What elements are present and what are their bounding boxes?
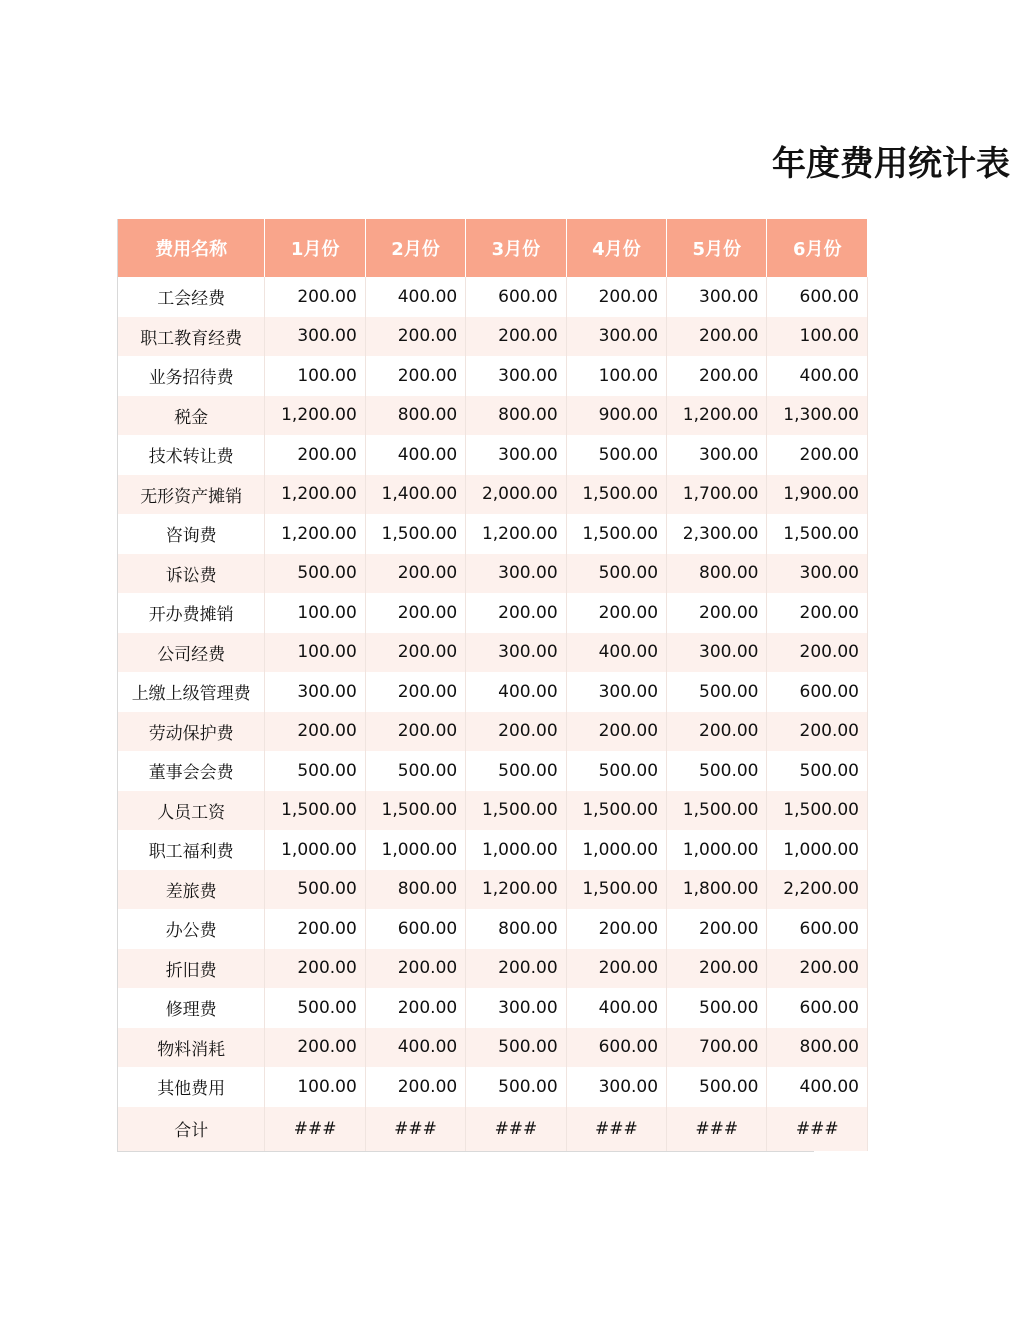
amount-cell: 1,900.00 [767,475,868,515]
expense-name-cell: 其他费用 [118,1067,265,1107]
table-row [118,791,868,831]
amount-cell: 300.00 [667,633,767,673]
total-value-cell: ### [466,1107,566,1151]
amount-cell: 100.00 [265,633,365,673]
amount-cell: 500.00 [667,988,767,1028]
amount-cell: 2,000.00 [466,475,566,515]
amount-cell: 200.00 [767,949,868,989]
total-value-cell: ### [767,1107,868,1151]
expense-name-cell: 咨询费 [118,514,265,554]
amount-cell: 500.00 [566,554,666,594]
expense-name-cell: 差旅费 [118,870,265,910]
header-month: 4月份 [566,219,666,277]
amount-cell: 200.00 [466,712,566,752]
amount-cell: 400.00 [365,1028,465,1068]
amount-cell: 200.00 [365,317,465,357]
amount-cell: 200.00 [365,356,465,396]
amount-cell: 500.00 [767,751,868,791]
amount-cell: 1,500.00 [265,791,365,831]
amount-cell: 500.00 [466,1067,566,1107]
expense-name-cell: 折旧费 [118,949,265,989]
amount-cell: 100.00 [767,317,868,357]
header-row [118,219,868,277]
amount-cell: 800.00 [767,1028,868,1068]
amount-cell: 200.00 [365,712,465,752]
amount-cell: 300.00 [265,317,365,357]
amount-cell: 800.00 [667,554,767,594]
amount-cell: 500.00 [466,751,566,791]
amount-cell: 800.00 [466,909,566,949]
amount-cell: 300.00 [667,435,767,475]
amount-cell: 300.00 [466,633,566,673]
table-body [118,277,868,1151]
table-row [118,277,868,317]
total-value-cell: ### [265,1107,365,1151]
amount-cell: 1,200.00 [466,870,566,910]
amount-cell: 1,800.00 [667,870,767,910]
table-row [118,830,868,870]
header-month: 3月份 [466,219,566,277]
amount-cell: 1,000.00 [466,830,566,870]
amount-cell: 200.00 [667,317,767,357]
table-row [118,554,868,594]
amount-cell: 500.00 [365,751,465,791]
header-month: 6月份 [767,219,868,277]
table-row [118,514,868,554]
expense-name-cell: 上缴上级管理费 [118,672,265,712]
amount-cell: 600.00 [365,909,465,949]
amount-cell: 1,200.00 [466,514,566,554]
expense-name-cell: 办公费 [118,909,265,949]
expense-name-cell: 公司经费 [118,633,265,673]
amount-cell: 400.00 [466,672,566,712]
expense-name-cell: 职工教育经费 [118,317,265,357]
expense-name-cell: 董事会会费 [118,751,265,791]
amount-cell: 300.00 [466,356,566,396]
amount-cell: 1,500.00 [767,514,868,554]
amount-cell: 200.00 [466,317,566,357]
amount-cell: 1,500.00 [566,791,666,831]
amount-cell: 2,300.00 [667,514,767,554]
amount-cell: 2,200.00 [767,870,868,910]
total-row [118,1107,868,1151]
amount-cell: 200.00 [466,593,566,633]
amount-cell: 1,500.00 [566,870,666,910]
amount-cell: 400.00 [767,1067,868,1107]
amount-cell: 1,200.00 [667,396,767,436]
amount-cell: 500.00 [265,988,365,1028]
amount-cell: 200.00 [566,277,666,317]
amount-cell: 500.00 [566,435,666,475]
amount-cell: 200.00 [767,633,868,673]
amount-cell: 200.00 [265,909,365,949]
amount-cell: 200.00 [466,949,566,989]
total-label: 合计 [118,1107,265,1151]
amount-cell: 300.00 [466,435,566,475]
amount-cell: 300.00 [466,988,566,1028]
expense-table [118,219,868,1151]
amount-cell: 1,500.00 [667,791,767,831]
amount-cell: 500.00 [667,751,767,791]
amount-cell: 1,500.00 [365,791,465,831]
amount-cell: 1,500.00 [365,514,465,554]
sheet-title: 年度费用统计表 [772,144,1010,184]
amount-cell: 200.00 [767,712,868,752]
amount-cell: 1,500.00 [466,791,566,831]
header-expense-name: 费用名称 [118,219,265,277]
amount-cell: 200.00 [365,949,465,989]
amount-cell: 200.00 [365,1067,465,1107]
amount-cell: 600.00 [566,1028,666,1068]
amount-cell: 800.00 [365,396,465,436]
amount-cell: 1,200.00 [265,396,365,436]
amount-cell: 600.00 [767,277,868,317]
header-month: 1月份 [265,219,365,277]
amount-cell: 200.00 [667,593,767,633]
amount-cell: 1,500.00 [767,791,868,831]
amount-cell: 200.00 [566,949,666,989]
expense-name-cell: 业务招待费 [118,356,265,396]
table-row [118,712,868,752]
amount-cell: 200.00 [566,909,666,949]
expense-name-cell: 职工福利费 [118,830,265,870]
amount-cell: 1,700.00 [667,475,767,515]
amount-cell: 600.00 [767,909,868,949]
expense-name-cell: 工会经费 [118,277,265,317]
amount-cell: 200.00 [767,593,868,633]
table-row [118,396,868,436]
table-row [118,593,868,633]
amount-cell: 500.00 [667,672,767,712]
amount-cell: 200.00 [767,435,868,475]
amount-cell: 1,400.00 [365,475,465,515]
amount-cell: 200.00 [566,593,666,633]
amount-cell: 500.00 [265,870,365,910]
header-month: 5月份 [667,219,767,277]
amount-cell: 500.00 [466,1028,566,1068]
amount-cell: 200.00 [265,435,365,475]
amount-cell: 300.00 [566,1067,666,1107]
amount-cell: 200.00 [566,712,666,752]
amount-cell: 1,000.00 [365,830,465,870]
amount-cell: 500.00 [667,1067,767,1107]
amount-cell: 1,200.00 [265,514,365,554]
amount-cell: 200.00 [265,1028,365,1068]
amount-cell: 400.00 [365,277,465,317]
amount-cell: 300.00 [767,554,868,594]
amount-cell: 200.00 [265,277,365,317]
amount-cell: 300.00 [466,554,566,594]
amount-cell: 1,000.00 [667,830,767,870]
expense-name-cell: 修理费 [118,988,265,1028]
amount-cell: 1,000.00 [767,830,868,870]
amount-cell: 200.00 [365,633,465,673]
expense-table-area [117,219,859,1152]
table-row [118,1067,868,1107]
expense-name-cell: 无形资产摊销 [118,475,265,515]
amount-cell: 100.00 [566,356,666,396]
amount-cell: 800.00 [365,870,465,910]
table-row [118,672,868,712]
amount-cell: 400.00 [767,356,868,396]
amount-cell: 500.00 [566,751,666,791]
amount-cell: 200.00 [667,356,767,396]
total-value-cell: ### [365,1107,465,1151]
table-row [118,435,868,475]
amount-cell: 500.00 [265,554,365,594]
amount-cell: 900.00 [566,396,666,436]
amount-cell: 600.00 [767,672,868,712]
table-row [118,633,868,673]
amount-cell: 1,000.00 [566,830,666,870]
amount-cell: 200.00 [667,712,767,752]
amount-cell: 400.00 [566,988,666,1028]
amount-cell: 600.00 [767,988,868,1028]
amount-cell: 200.00 [365,554,465,594]
amount-cell: 200.00 [365,593,465,633]
amount-cell: 200.00 [667,909,767,949]
expense-name-cell: 物料消耗 [118,1028,265,1068]
table-row [118,949,868,989]
amount-cell: 500.00 [265,751,365,791]
expense-name-cell: 劳动保护费 [118,712,265,752]
amount-cell: 800.00 [466,396,566,436]
amount-cell: 1,500.00 [566,475,666,515]
expense-name-cell: 技术转让费 [118,435,265,475]
total-value-cell: ### [667,1107,767,1151]
table-row [118,356,868,396]
amount-cell: 1,200.00 [265,475,365,515]
amount-cell: 100.00 [265,593,365,633]
amount-cell: 100.00 [265,356,365,396]
amount-cell: 1,500.00 [566,514,666,554]
amount-cell: 200.00 [365,988,465,1028]
amount-cell: 1,300.00 [767,396,868,436]
table-row [118,988,868,1028]
expense-name-cell: 诉讼费 [118,554,265,594]
amount-cell: 300.00 [667,277,767,317]
title-area [700,138,1010,190]
amount-cell: 300.00 [265,672,365,712]
expense-name-cell: 开办费摊销 [118,593,265,633]
amount-cell: 700.00 [667,1028,767,1068]
table-row [118,870,868,910]
amount-cell: 200.00 [265,949,365,989]
amount-cell: 300.00 [566,672,666,712]
expense-name-cell: 人员工资 [118,791,265,831]
total-value-cell: ### [566,1107,666,1151]
amount-cell: 1,000.00 [265,830,365,870]
table-row [118,751,868,791]
header-month: 2月份 [365,219,465,277]
amount-cell: 200.00 [667,949,767,989]
amount-cell: 200.00 [265,712,365,752]
amount-cell: 400.00 [365,435,465,475]
amount-cell: 100.00 [265,1067,365,1107]
amount-cell: 300.00 [566,317,666,357]
table-row [118,909,868,949]
table-row [118,1028,868,1068]
table-row [118,317,868,357]
expense-name-cell: 税金 [118,396,265,436]
amount-cell: 600.00 [466,277,566,317]
amount-cell: 400.00 [566,633,666,673]
amount-cell: 200.00 [365,672,465,712]
table-row [118,475,868,515]
